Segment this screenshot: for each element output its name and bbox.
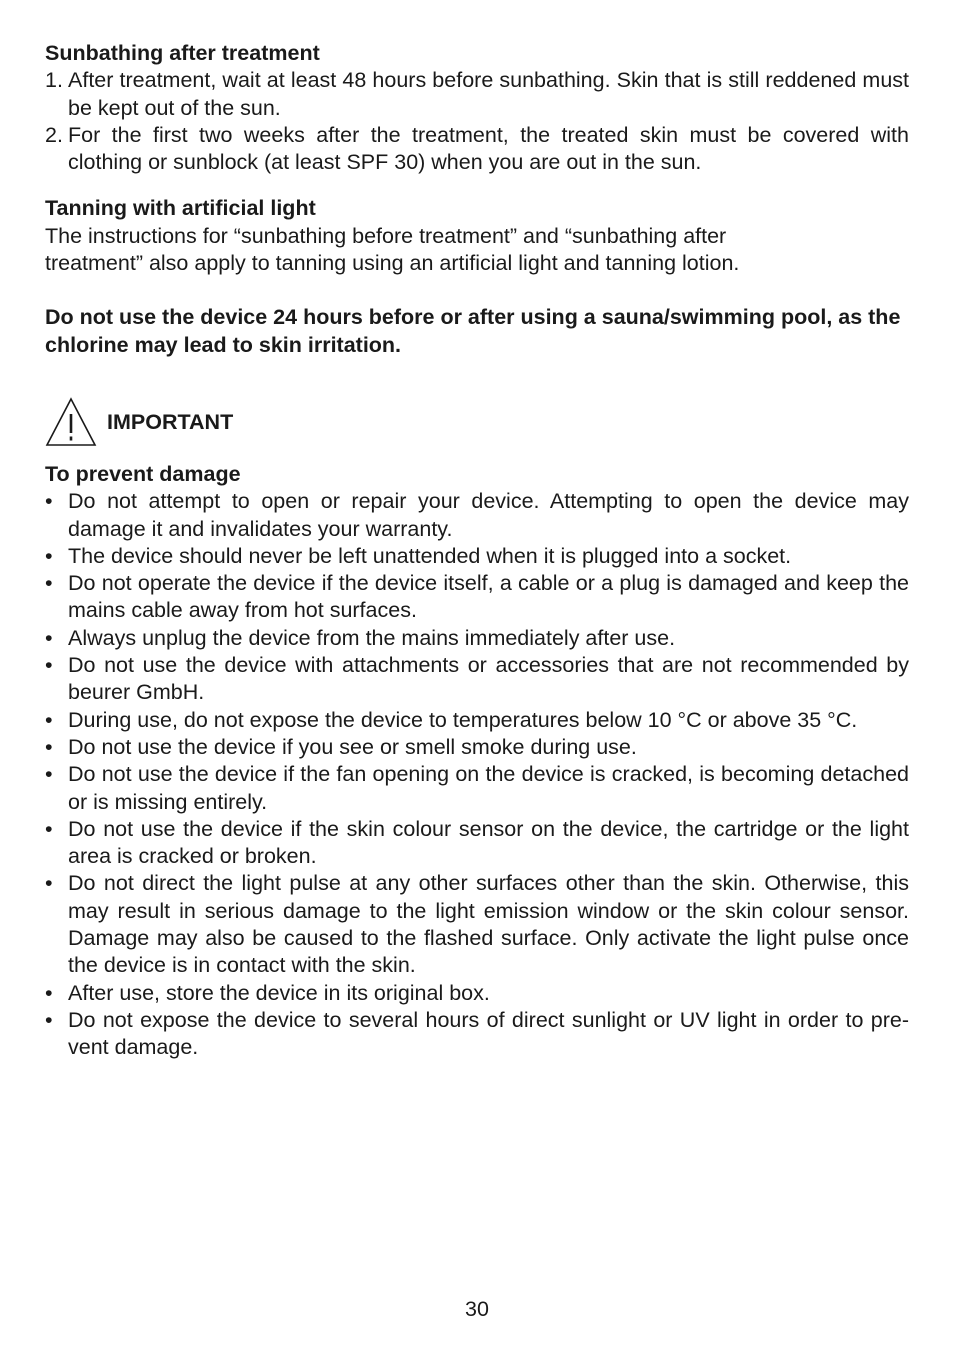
- bullet-marker: •: [45, 816, 53, 841]
- list-item: [45, 980, 909, 1007]
- list-item: [45, 734, 909, 761]
- page-number: 30: [465, 1297, 489, 1321]
- list-number: 2.: [45, 122, 63, 147]
- bullet-marker: •: [45, 489, 53, 514]
- list-item: [45, 870, 909, 979]
- important-header: [45, 395, 909, 449]
- heading-prevent-damage: To prevent damage: [45, 461, 241, 486]
- list-item: [45, 543, 909, 570]
- list-item-text: Do not direct the light pulse at any other surfaces other than the skin. Otherwise, this may result in serious damage to the light emission window or the skin colour sensor. Damage may also be caused to the flashed surface. Only activate the light pulse once the device is in contact with the skin.: [68, 871, 909, 978]
- list-item: [45, 652, 909, 707]
- list-item-text: Do not attempt to open or repair your device. Attempting to open the device may damage it and invalidates your warranty.: [68, 489, 909, 541]
- list-item: [45, 570, 909, 625]
- list-item: [45, 488, 909, 543]
- list-item: [45, 625, 909, 652]
- list-item-text: For the first two weeks after the treatment, the treated skin must be covered with clothing or sunblock (at least SPF 30) when you are out in the sun.: [68, 122, 909, 175]
- list-item-text: After use, store the device in its original box.: [68, 980, 490, 1005]
- bullet-marker: •: [45, 871, 53, 896]
- heading-tanning: Tanning with artificial light: [45, 196, 316, 221]
- list-item: [45, 816, 909, 871]
- bullet-marker: •: [45, 762, 53, 787]
- document-page: [45, 40, 909, 1062]
- list-item: [45, 67, 909, 122]
- bullet-marker: •: [45, 707, 53, 732]
- list-number: 1.: [45, 68, 63, 93]
- list-item-text: Do not operate the device if the device itself, a cable or a plug is damaged and keep the mains cable away from hot surfaces.: [68, 571, 909, 623]
- list-item-text: Do not use the device if the fan opening on the device is cracked, is becoming detached or is missing entirely.: [68, 762, 909, 814]
- list-item-text: During use, do not expose the device to temperatures below 10 °C or above 35 °C.: [68, 707, 858, 732]
- tanning-text-line-2: treatment” also apply to tanning using an artificial light and tanning lotion.: [45, 251, 740, 276]
- heading-sunbathing-after: Sunbathing after treatment: [45, 41, 320, 65]
- list-item-text: After treatment, wait at least 48 hours before sunbathing. Skin that is still reddened must be kept out of the sun.: [68, 68, 909, 120]
- list-item: [45, 761, 909, 816]
- list-item-text: Do not use the device if you see or smell smoke during use.: [68, 734, 637, 759]
- list-item-text: Always unplug the device from the mains immediately after use.: [68, 625, 676, 650]
- bullet-marker: •: [45, 625, 53, 650]
- sauna-warning: Do not use the device 24 hours before or after using a sauna/swimming pool, as the chlorine may lead to skin irritation.: [45, 305, 901, 357]
- bullet-marker: •: [45, 653, 53, 678]
- bullet-list-prevent-damage: [45, 488, 909, 1061]
- bullet-marker: •: [45, 980, 53, 1005]
- numbered-list-sunbathing: [45, 67, 909, 176]
- bullet-marker: •: [45, 543, 53, 568]
- bullet-marker: •: [45, 1007, 53, 1032]
- list-item-text: Do not expose the device to several hours of direct sunlight or UV light in order to pre-vent damage.: [68, 1007, 909, 1060]
- tanning-text-line-1: The instructions for “sunbathing before treatment” and “sunbathing after: [45, 223, 727, 248]
- bullet-marker: •: [45, 571, 53, 596]
- warning-triangle-icon: [45, 397, 97, 447]
- list-item-text: Do not use the device with attachments or accessories that are not recommended by beurer GmbH.: [68, 653, 909, 705]
- important-label: IMPORTANT: [107, 410, 234, 435]
- bullet-marker: •: [45, 734, 53, 759]
- list-item: [45, 1007, 909, 1062]
- list-item: [45, 707, 909, 734]
- list-item: [45, 122, 909, 177]
- list-item-text: The device should never be left unattended when it is plugged into a socket.: [68, 543, 792, 568]
- list-item-text: Do not use the device if the skin colour sensor on the device, the cartridge or the light area is cracked or broken.: [68, 816, 909, 869]
